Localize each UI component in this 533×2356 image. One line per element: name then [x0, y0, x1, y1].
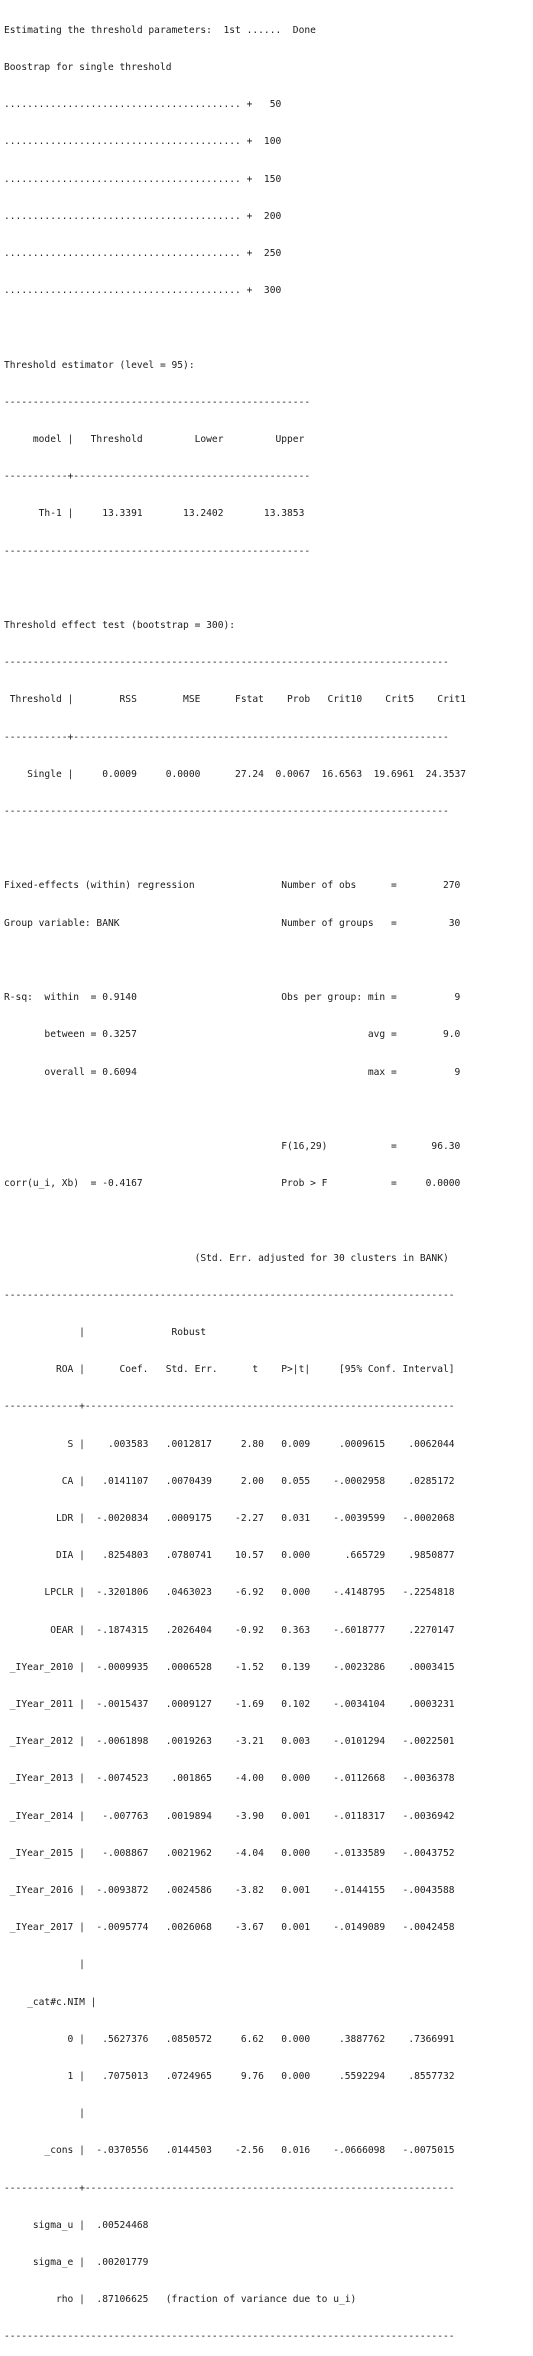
- coef-row: _IYear_2011 | -.0015437 .0009127 -1.69 0.102 -.0034104 .0003231: [4, 1698, 455, 1710]
- bootstrap-progress-line: ......................................... + 200: [4, 210, 282, 222]
- blank-line: [4, 322, 531, 334]
- bootstrap-progress-line: ......................................... + 150: [4, 173, 282, 185]
- threshold-effect-test-row: Single | 0.0009 0.0000 27.24 0.0067 16.6563 19.6961 24.3537: [4, 768, 467, 780]
- variance-component-row: sigma_e | .00201779: [4, 2257, 149, 2268]
- coef-row: _IYear_2016 | -.0093872 .0024586 -3.82 0.001 -.0144155 -.0043588: [4, 1884, 455, 1896]
- blank-line: [4, 843, 531, 855]
- bootstrap-heading: Boostrap for single threshold: [4, 62, 172, 74]
- coef-row: _IYear_2010 | -.0009935 .0006528 -1.52 0.139 -.0023286 .0003415: [4, 1661, 455, 1673]
- bootstrap-progress-line: ......................................... + 300: [4, 285, 282, 297]
- coef-row: _IYear_2014 | -.007763 .0019894 -3.90 0.001 -.0118317 -.0036942: [4, 1810, 455, 1822]
- regression-header-line: Fixed-effects (within) regression Number of obs = 270: [4, 880, 461, 892]
- r-squared-line: overall = 0.6094 max = 9: [4, 1066, 461, 1078]
- table-spacer: |: [4, 2108, 85, 2120]
- coef-row: OEAR | -.1874315 .2026404 -0.92 0.363 -.6018777 .2270147: [4, 1624, 455, 1636]
- bootstrap-progress-line: ......................................... + 50: [4, 99, 282, 111]
- coef-table-header: | Robust: [4, 1326, 207, 1338]
- f-statistic-line: F(16,29) = 96.30: [4, 1140, 461, 1152]
- threshold-estimator-row: Th-1 | 13.3391 13.2402 13.3853: [4, 508, 305, 520]
- table-rule: ------------------------------------------------------------------------------: [4, 1289, 455, 1301]
- cluster-note: (Std. Err. adjusted for 30 clusters in BANK): [4, 1252, 449, 1264]
- table-rule: -----------+-----------------------------------------: [4, 471, 311, 483]
- coef-row: _IYear_2013 | -.0074523 .001865 -4.00 0.000 -.0112668 -.0036378: [4, 1773, 455, 1785]
- table-rule: -----------------------------------------------------: [4, 545, 311, 557]
- blank-line: [4, 583, 531, 595]
- stata-results-output: [4, 0, 531, 2343]
- r-squared-line: between = 0.3257 avg = 9.0: [4, 1029, 461, 1041]
- table-rule: -----------------------------------------------------------------------------: [4, 657, 449, 669]
- threshold-effect-test-title: Threshold effect test (bootstrap = 300):: [4, 620, 236, 632]
- coef-row: _IYear_2012 | -.0061898 .0019263 -3.21 0.003 -.0101294 -.0022501: [4, 1736, 455, 1748]
- coef-row: _IYear_2015 | -.008867 .0021962 -4.04 0.000 -.0133589 -.0043752: [4, 1847, 455, 1859]
- table-spacer: |: [4, 1959, 85, 1971]
- table-rule: -----------------------------------------------------------------------------: [4, 806, 449, 818]
- coef-row: _cons | -.0370556 .0144503 -2.56 0.016 -.0666098 -.0075015: [4, 2145, 455, 2157]
- coef-row: CA | .0141107 .0070439 2.00 0.055 -.0002958 .0285172: [4, 1475, 455, 1487]
- coef-row: 1 | .7075013 .0724965 9.76 0.000 .5592294 .8557732: [4, 2070, 455, 2082]
- table-rule: -----------+-----------------------------------------------------------------: [4, 731, 449, 743]
- cat-nim-label: _cat#c.NIM |: [4, 1996, 97, 2008]
- status-line: Estimating the threshold parameters: 1st ...... Done: [4, 24, 316, 36]
- bootstrap-progress-line: ......................................... + 250: [4, 248, 282, 260]
- variance-component-row: sigma_u | .00524468: [4, 2219, 149, 2231]
- threshold-estimator-title: Threshold estimator (level = 95):: [4, 359, 195, 371]
- table-rule: ------------------------------------------------------------------------------: [4, 2331, 455, 2343]
- coef-row: DIA | .8254803 .0780741 10.57 0.000 .665729 .9850877: [4, 1550, 455, 1562]
- table-rule: -------------+----------------------------------------------------------------: [4, 1401, 455, 1413]
- threshold-estimator-header: model | Threshold Lower Upper: [4, 434, 305, 446]
- coef-row: S | .003583 .0012817 2.80 0.009 .0009615 .0062044: [4, 1438, 455, 1450]
- coef-row: 0 | .5627376 .0850572 6.62 0.000 .3887762 .7366991: [4, 2033, 455, 2045]
- threshold-effect-test-header: Threshold | RSS MSE Fstat Prob Crit10 Crit5 Crit1: [4, 694, 467, 706]
- table-rule: -----------------------------------------------------: [4, 396, 311, 408]
- coef-row: LDR | -.0020834 .0009175 -2.27 0.031 -.0039599 -.0002068: [4, 1512, 455, 1524]
- coef-row: LPCLR | -.3201806 .0463023 -6.92 0.000 -.4148795 -.2254818: [4, 1587, 455, 1599]
- bootstrap-progress-line: ......................................... + 100: [4, 136, 282, 148]
- regression-header-line: Group variable: BANK Number of groups = 30: [4, 917, 461, 929]
- coef-table-header: ROA | Coef. Std. Err. t P>|t| [95% Conf. Interval]: [4, 1364, 455, 1376]
- corr-prob-line: corr(u_i, Xb) = -0.4167 Prob > F = 0.0000: [4, 1178, 461, 1190]
- table-rule: -------------+----------------------------------------------------------------: [4, 2182, 455, 2194]
- blank-line: [4, 1104, 531, 1116]
- blank-line: [4, 1215, 531, 1227]
- r-squared-line: R-sq: within = 0.9140 Obs per group: min = 9: [4, 992, 461, 1004]
- coef-row: _IYear_2017 | -.0095774 .0026068 -3.67 0.001 -.0149089 -.0042458: [4, 1922, 455, 1934]
- variance-component-row: rho | .87106625 (fraction of variance due to u_i): [4, 2294, 357, 2306]
- blank-line: [4, 955, 531, 967]
